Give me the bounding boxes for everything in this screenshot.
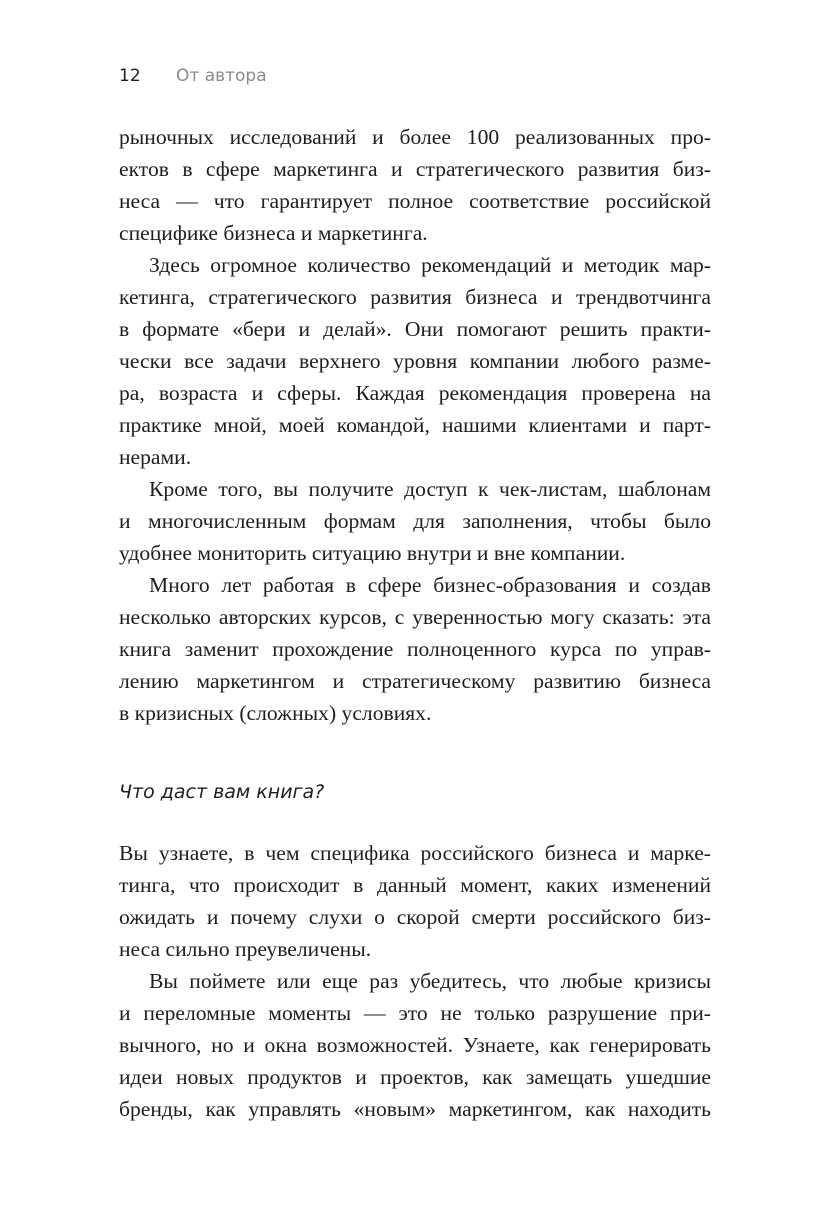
text-line: неса сильно преувеличены. — [119, 937, 372, 961]
text-line: в кризисных (сложных) условиях. — [119, 701, 432, 725]
text-line: несколько авторских курсов, с уверенностью могу сказать: эта — [119, 605, 711, 629]
text-line: и многочисленным формам для заполнения, чтобы было — [119, 509, 711, 533]
text-line: практике мной, моей командой, нашими клиентами и парт- — [119, 413, 711, 437]
text-line: ожидать и почему слухи о скорой смерти российского биз- — [119, 905, 711, 929]
text-line: тинга, что происходит в данный момент, каких изменений — [119, 873, 711, 897]
page-number: 12 — [119, 66, 141, 86]
text-line: чески все задачи верхнего уровня компании любого разме- — [119, 349, 711, 373]
text-line: книга заменит прохождение полноценного курса по управ- — [119, 637, 711, 661]
running-head — [119, 62, 267, 90]
text-line: кетинга, стратегического развития бизнеса и трендвотчинга — [119, 285, 711, 309]
text-line: рыночных исследований и более 100 реализованных про- — [119, 125, 711, 149]
body-text-bottom — [119, 837, 711, 1125]
text-line: в формате «бери и делай». Они помогают решить практи- — [119, 317, 711, 341]
text-line: и переломные моменты — это не только разрушение при- — [119, 1001, 711, 1025]
text-line: Много лет работая в сфере бизнес-образования и создав — [149, 573, 711, 597]
text-line: ектов в сфере маркетинга и стратегического развития биз- — [119, 157, 711, 181]
text-line: идеи новых продуктов и проектов, как замещать ушедшие — [119, 1065, 711, 1089]
text-line: нерами. — [119, 445, 192, 469]
text-line: ра, возраста и сферы. Каждая рекомендация проверена на — [119, 381, 711, 405]
text-line: неса — что гарантирует полное соответствие российской — [119, 189, 711, 213]
body-text-top — [119, 121, 711, 729]
text-line: удобнее мониторить ситуацию внутри и вне компании. — [119, 541, 626, 565]
text-line: специфике бизнеса и маркетинга. — [119, 221, 428, 245]
text-line: вычного, но и окна возможностей. Узнаете, как генерировать — [119, 1033, 711, 1057]
text-line: Кроме того, вы получите доступ к чек-листам, шаблонам — [149, 477, 711, 501]
text-line: Здесь огромное количество рекомендаций и методик мар- — [149, 253, 711, 277]
text-line: Вы поймете или еще раз убедитесь, что любые кризисы — [149, 969, 711, 993]
text-line: Вы узнаете, в чем специфика российского бизнеса и марке- — [119, 841, 711, 865]
running-section-title: От автора — [176, 66, 267, 86]
section-subheading: Что даст вам книга? — [119, 781, 325, 803]
text-line: бренды, как управлять «новым» маркетингом, как находить — [119, 1097, 711, 1121]
text-line: лению маркетингом и стратегическому развитию бизнеса — [119, 669, 711, 693]
